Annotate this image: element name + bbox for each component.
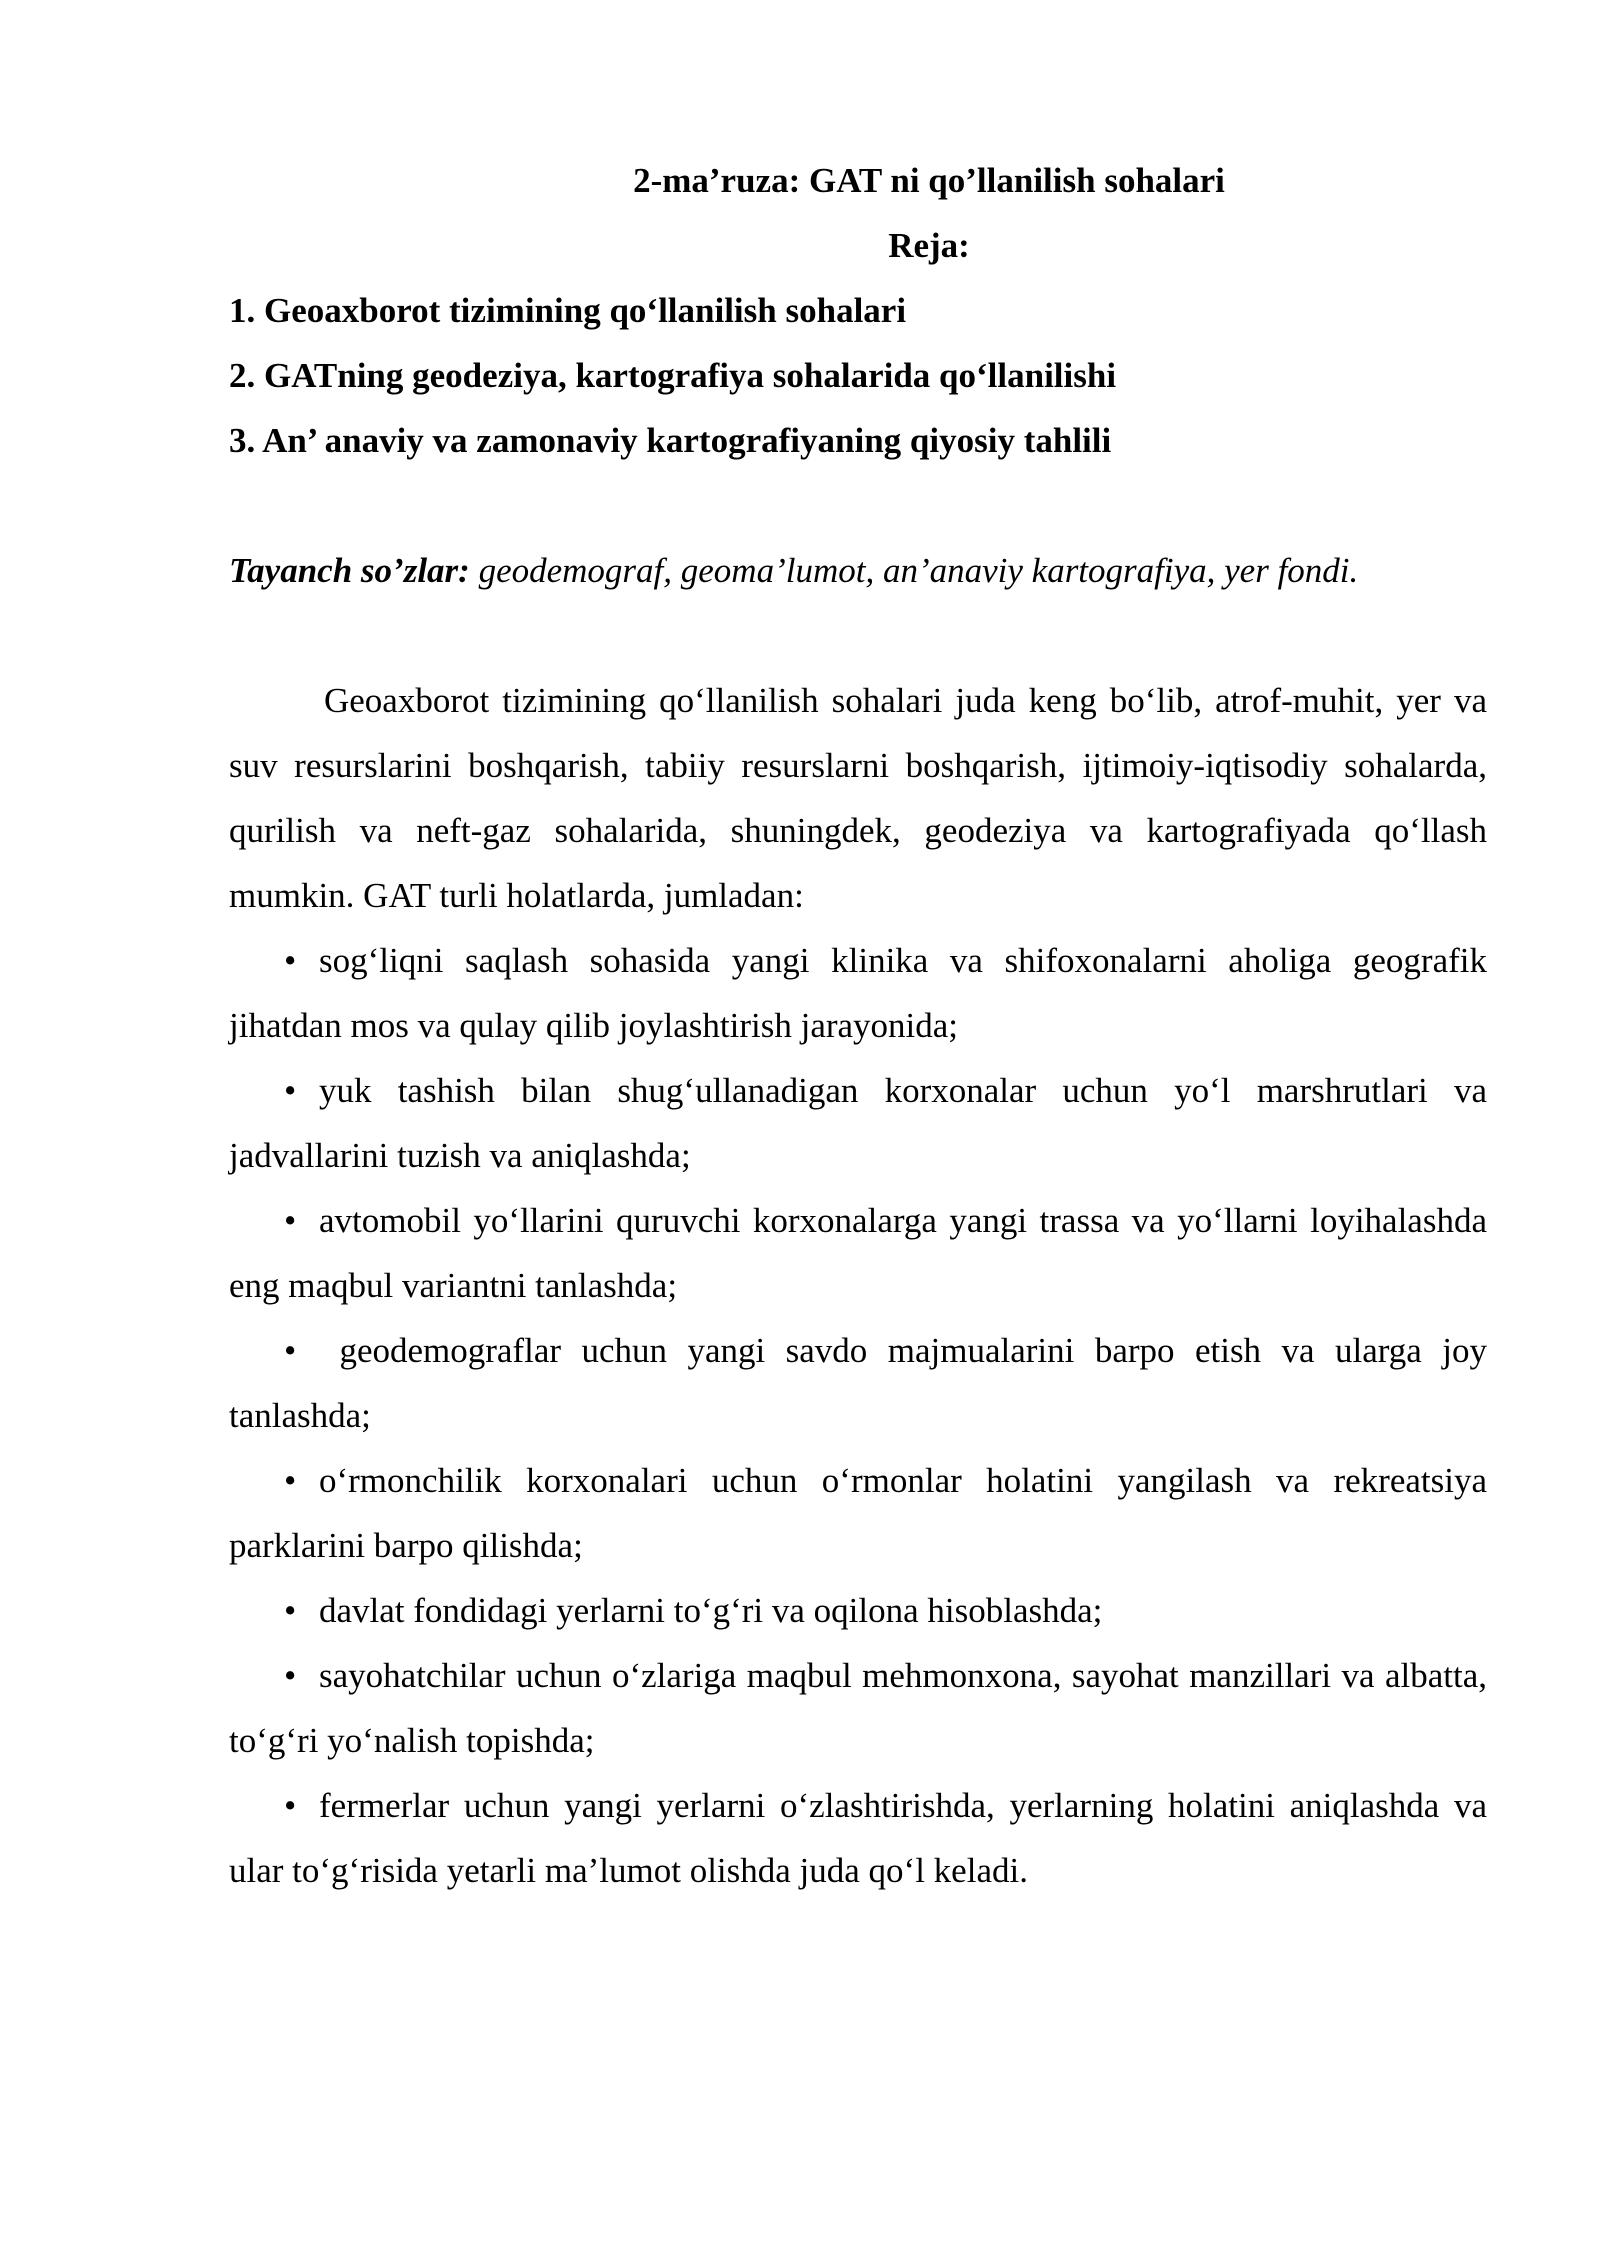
bullet-text: davlat fondidagi yerlarni to‘g‘ri va oqilona hisoblashda;	[319, 1591, 1103, 1630]
keywords-line	[229, 538, 1487, 603]
bullet-item	[229, 1643, 1487, 1773]
keywords-label: Tayanch so’zlar:	[229, 551, 470, 590]
keywords-text: geodemograf, geoma’lumot, an’anaviy kartografiya, yer fondi.	[469, 551, 1359, 590]
bullet-text: yuk tashish bilan shug‘ullanadigan korxonalar uchun yo‘l marshrutlari va jadvallarini tuzish va aniqlashda;	[229, 1071, 1487, 1175]
bullet-icon: •	[284, 941, 297, 980]
bullet-icon: •	[284, 1786, 297, 1825]
bullet-item	[229, 928, 1487, 1058]
bullet-item	[229, 1058, 1487, 1188]
bullet-icon: •	[284, 1201, 297, 1240]
bullet-text: geodemograflar uchun yangi savdo majmualarini barpo etish va ularga joy tanlashda;	[229, 1331, 1487, 1435]
bullet-text: fermerlar uchun yangi yerlarni o‘zlashtirishda, yerlarning holatini aniqlashda va ular to‘g‘risida yetarli ma’lumot olishda juda qo‘l keladi.	[229, 1786, 1487, 1890]
lecture-title: 2-ma’ruza: GAT ni qo’llanilish sohalari	[633, 161, 1225, 200]
bullet-item	[229, 1318, 1487, 1448]
bullet-item	[229, 1448, 1487, 1578]
bullet-icon: •	[284, 1656, 297, 1695]
bullet-text: avtomobil yo‘llarini quruvchi korxonalarga yangi trassa va yo‘llarni loyihalashda eng maqbul variantni tanlashda;	[229, 1201, 1487, 1305]
bullet-item	[229, 1773, 1487, 1903]
bullet-icon: •	[284, 1071, 297, 1110]
bullet-text: sog‘liqni saqlash sohasida yangi klinika va shifoxonalarni aholiga geografik jihatdan mos va qulay qilib joylashtirish jarayonida;	[229, 941, 1487, 1045]
plan-item: 1. Geoaxborot tizimining qo‘llanilish sohalari	[229, 291, 907, 330]
bullet-icon: •	[284, 1591, 297, 1630]
document-body	[229, 148, 1487, 1903]
intro-paragraph: Geoaxborot tizimining qo‘llanilish sohalari juda keng bo‘lib, atrof-muhit, yer va suv resurslarini boshqarish, tabiiy resurslarni boshqarish, ijtimoiy-iqtisodiy sohalarda, qurilish va neft-gaz sohalarida, shuningdek, geodeziya va kartografiyada qo‘llash mumkin. GAT turli holatlarda, jumladan:	[229, 681, 1487, 915]
plan-item: 2. GATning geodeziya, kartografiya sohalarida qo‘llanilishi	[229, 356, 1117, 395]
bullet-list	[229, 928, 1487, 1903]
plan-item: 3. An’ anaviy va zamonaviy kartografiyaning qiyosiy tahlili	[229, 421, 1112, 460]
bullet-icon: •	[284, 1331, 297, 1370]
plan-heading: Reja:	[888, 226, 970, 265]
bullet-text: o‘rmonchilik korxonalari uchun o‘rmonlar holatini yangilash va rekreatsiya parklarini barpo qilishda;	[229, 1461, 1487, 1565]
bullet-text: sayohatchilar uchun o‘zlariga maqbul mehmonxona, sayohat manzillari va albatta, to‘g‘ri yo‘nalish topishda;	[229, 1656, 1487, 1760]
plan-list	[229, 278, 1487, 473]
bullet-item	[229, 1188, 1487, 1318]
bullet-item	[229, 1578, 1487, 1643]
bullet-icon: •	[284, 1461, 297, 1500]
